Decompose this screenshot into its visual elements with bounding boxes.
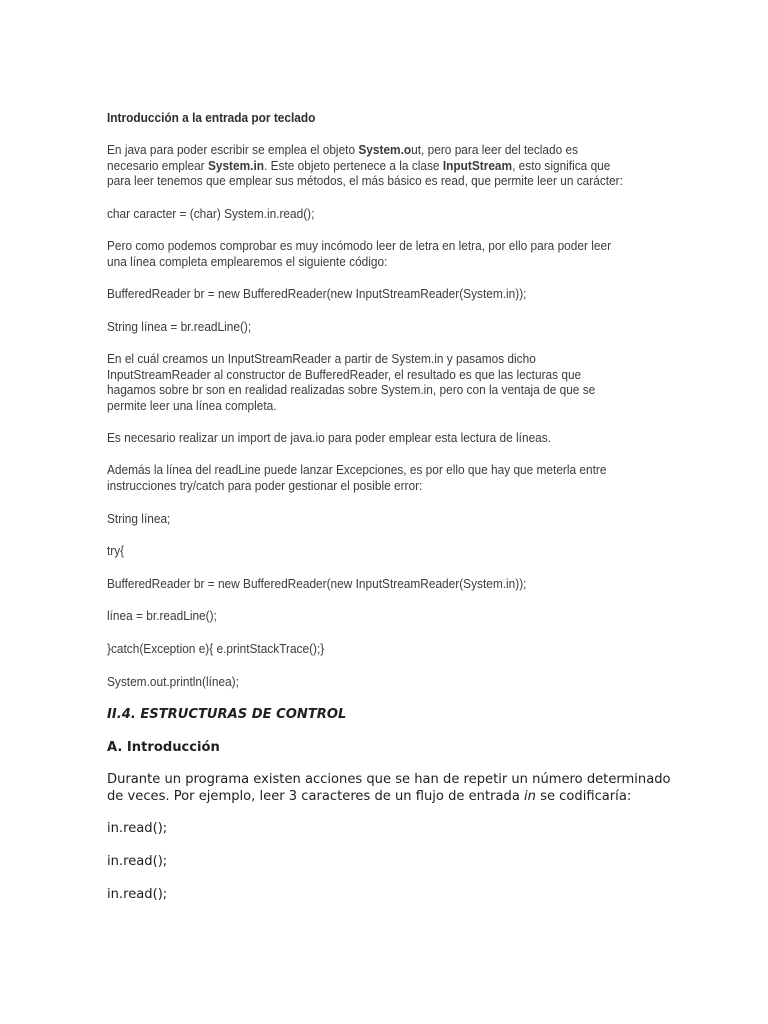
- heading-entrada-teclado: Introducción a la entrada por teclado: [107, 110, 316, 125]
- code-line: String línea;: [107, 511, 171, 526]
- paragraph-system-in: En java para poder escribir se emplea el objeto System.out, pero para leer del teclado es necesario emplear System.in. Este objeto pertenece a la clase InputStream, esto significa que para leer tenemos que emplear sus métodos, el más básico es read, que permite leer un carácter:: [107, 142, 623, 188]
- paragraph-import-java-io: Es necesario realizar un import de java.io para poder emplear esta lectura de líneas.: [107, 430, 552, 445]
- paragraph-repetir-acciones: Durante un programa existen acciones que se han de repetir un número determinado de veces. Por ejemplo, leer 3 caracteres de un flujo de entrada in se codificaría:: [107, 772, 671, 804]
- code-line: try{: [107, 543, 125, 558]
- code-line: línea = br.readLine();: [107, 608, 217, 623]
- code-bufferedreader: BufferedReader br = new BufferedReader(new InputStreamReader(System.in));: [107, 286, 527, 301]
- code-in-read: in.read();: [107, 854, 168, 869]
- paragraph-inputstreamreader: En el cuál creamos un InputStreamReader a partir de System.in y pasamos dicho InputStreamReader al constructor de BufferedReader, el resultado es que las lecturas que hagamos sobre br son en realidad realizadas sobre System.in, pero con la ventaja de que se permite leer una línea completa.: [107, 351, 596, 413]
- paragraph-linea-completa: Pero como podemos comprobar es muy incómodo leer de letra en letra, por ello para poder leer una línea completa emplearemos el siguiente código:: [107, 238, 612, 269]
- code-in-read: in.read();: [107, 821, 168, 836]
- code-string-linea: String línea = br.readLine();: [107, 319, 252, 334]
- code-char-read: char caracter = (char) System.in.read();: [107, 206, 315, 221]
- code-line: }catch(Exception e){ e.printStackTrace();}: [107, 641, 325, 656]
- code-line: BufferedReader br = new BufferedReader(new InputStreamReader(System.in));: [107, 576, 527, 591]
- code-line: System.out.println(línea);: [107, 674, 239, 689]
- paragraph-excepciones: Además la línea del readLine puede lanzar Excepciones, es por ello que hay que meterla entre instrucciones try/catch para poder gestionar el posible error:: [107, 462, 607, 493]
- code-in-read: in.read();: [107, 887, 168, 902]
- subheading-introduccion: A. Introducción: [107, 740, 220, 755]
- heading-estructuras-control: II.4. ESTRUCTURAS DE CONTROL: [107, 707, 347, 722]
